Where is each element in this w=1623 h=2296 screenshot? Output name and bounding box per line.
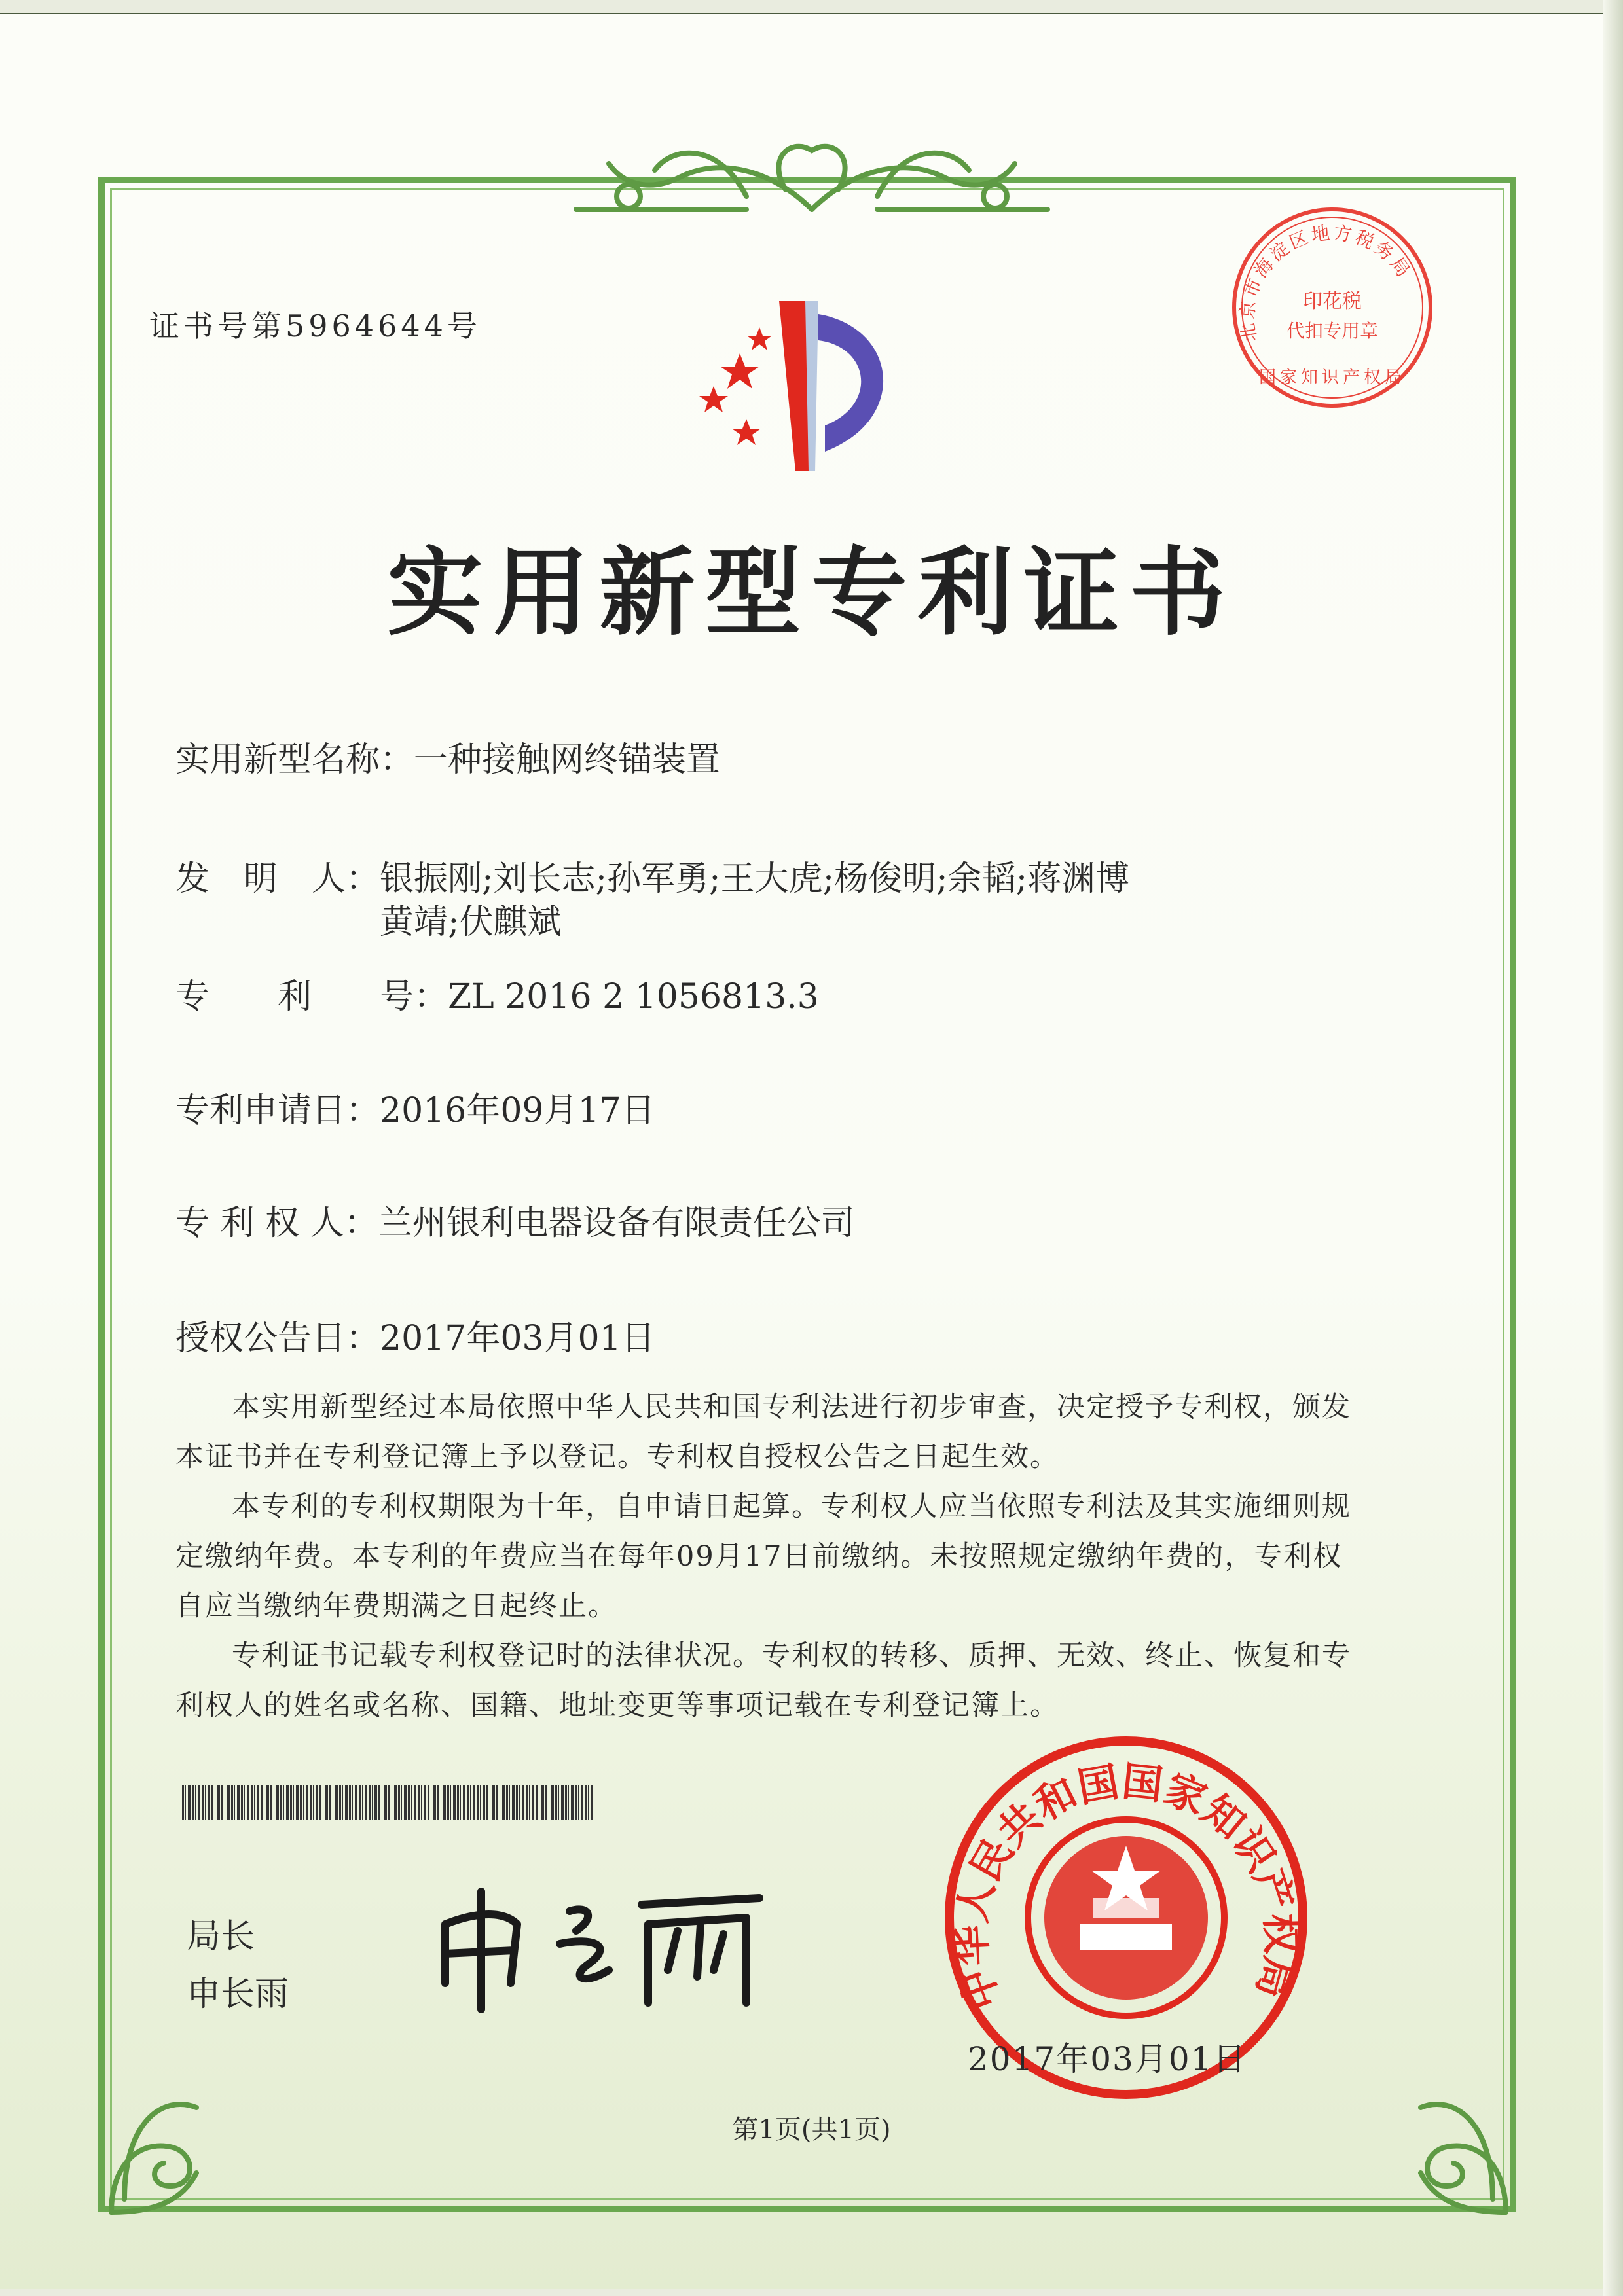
body-paragraph: 本实用新型经过本局依照中华人民共和国专利法进行初步审查，决定授予专利权，颁发本证书并在专利登记簿上予以登记。专利权自授权公告之日起生效。 bbox=[175, 1391, 1351, 1473]
body-paragraph: 本专利的专利权期限为十年，自申请日起算。专利权人应当依照专利法及其实施细则规定缴纳年费。本专利的年费应当在每年09月17日前缴纳。未按照规定缴纳年费的，专利权自应当缴纳年费期满之日起终止。 bbox=[175, 1490, 1351, 1623]
patent-number-row bbox=[175, 969, 819, 1018]
inventor-label: 发 明 人： bbox=[175, 859, 380, 899]
inventor-value: 银振刚;刘长志;孙军勇;王大虎;杨俊明;余韬;蒋渊博 bbox=[380, 859, 1130, 899]
seal-date: 2017年03月01日 bbox=[968, 2040, 1247, 2078]
filing-date-label: 专利申请日： bbox=[175, 1091, 380, 1130]
director-name: 申长雨 bbox=[187, 1975, 289, 2014]
barcode bbox=[182, 1785, 594, 1820]
tax-stamp-icon bbox=[1224, 200, 1440, 416]
patent-office-logo-icon bbox=[661, 288, 923, 484]
patentee-label: 专 利 权 人： bbox=[175, 1204, 378, 1243]
top-ornament-icon bbox=[550, 131, 1074, 223]
page-title: 实用新型专利证书 bbox=[387, 537, 1236, 649]
tax-stamp-center-1: 印花税 bbox=[1303, 290, 1362, 313]
utility-model-name-value: 一种接触网终锚装置 bbox=[414, 740, 721, 780]
director-signature bbox=[419, 1872, 786, 2022]
patentee-value: 兰州银利电器设备有限责任公司 bbox=[378, 1204, 855, 1243]
utility-model-name-label: 实用新型名称： bbox=[175, 740, 414, 780]
patent-number-value: ZL 2016 2 1056813.3 bbox=[448, 977, 819, 1016]
office-seal-text: 中华人民共和国国家知识产权局 bbox=[946, 1757, 1305, 2017]
corner-ornament-left-icon bbox=[98, 2068, 229, 2225]
grant-date-value: 2017年03月01日 bbox=[380, 1319, 655, 1358]
grant-date-row bbox=[175, 1310, 655, 1359]
grant-date-label: 授权公告日： bbox=[175, 1319, 380, 1358]
director-title: 局长 bbox=[187, 1917, 255, 1956]
filing-date-value: 2016年09月17日 bbox=[380, 1091, 655, 1130]
inventor-value-line2: 黄靖;伏麒斌 bbox=[380, 903, 562, 942]
tax-stamp-bottom: 国家知识产权局 bbox=[1258, 368, 1406, 387]
tax-stamp-center-2: 代扣专用章 bbox=[1286, 320, 1379, 342]
body-paragraph: 专利证书记载专利权登记时的法律状况。专利权的转移、质押、无效、终止、恢复和专利权人的姓名或名称、国籍、地址变更等事项记载在专利登记簿上。 bbox=[175, 1640, 1351, 1722]
certificate-number: 证书号第5964644号 bbox=[149, 308, 481, 344]
filing-date-row bbox=[175, 1083, 655, 1132]
patentee-row bbox=[175, 1195, 855, 1244]
scan-edge-right bbox=[1603, 0, 1623, 2296]
tax-stamp-outer-text: 北京市海淀区地方税务局 bbox=[1236, 221, 1416, 344]
patent-number-label: 专 利 号： bbox=[175, 977, 448, 1016]
inventor-row bbox=[175, 851, 1129, 900]
corner-ornament-right-icon bbox=[1388, 2068, 1519, 2225]
page-footer: 第1页(共1页) bbox=[732, 2115, 891, 2145]
utility-model-name-row bbox=[175, 732, 720, 781]
